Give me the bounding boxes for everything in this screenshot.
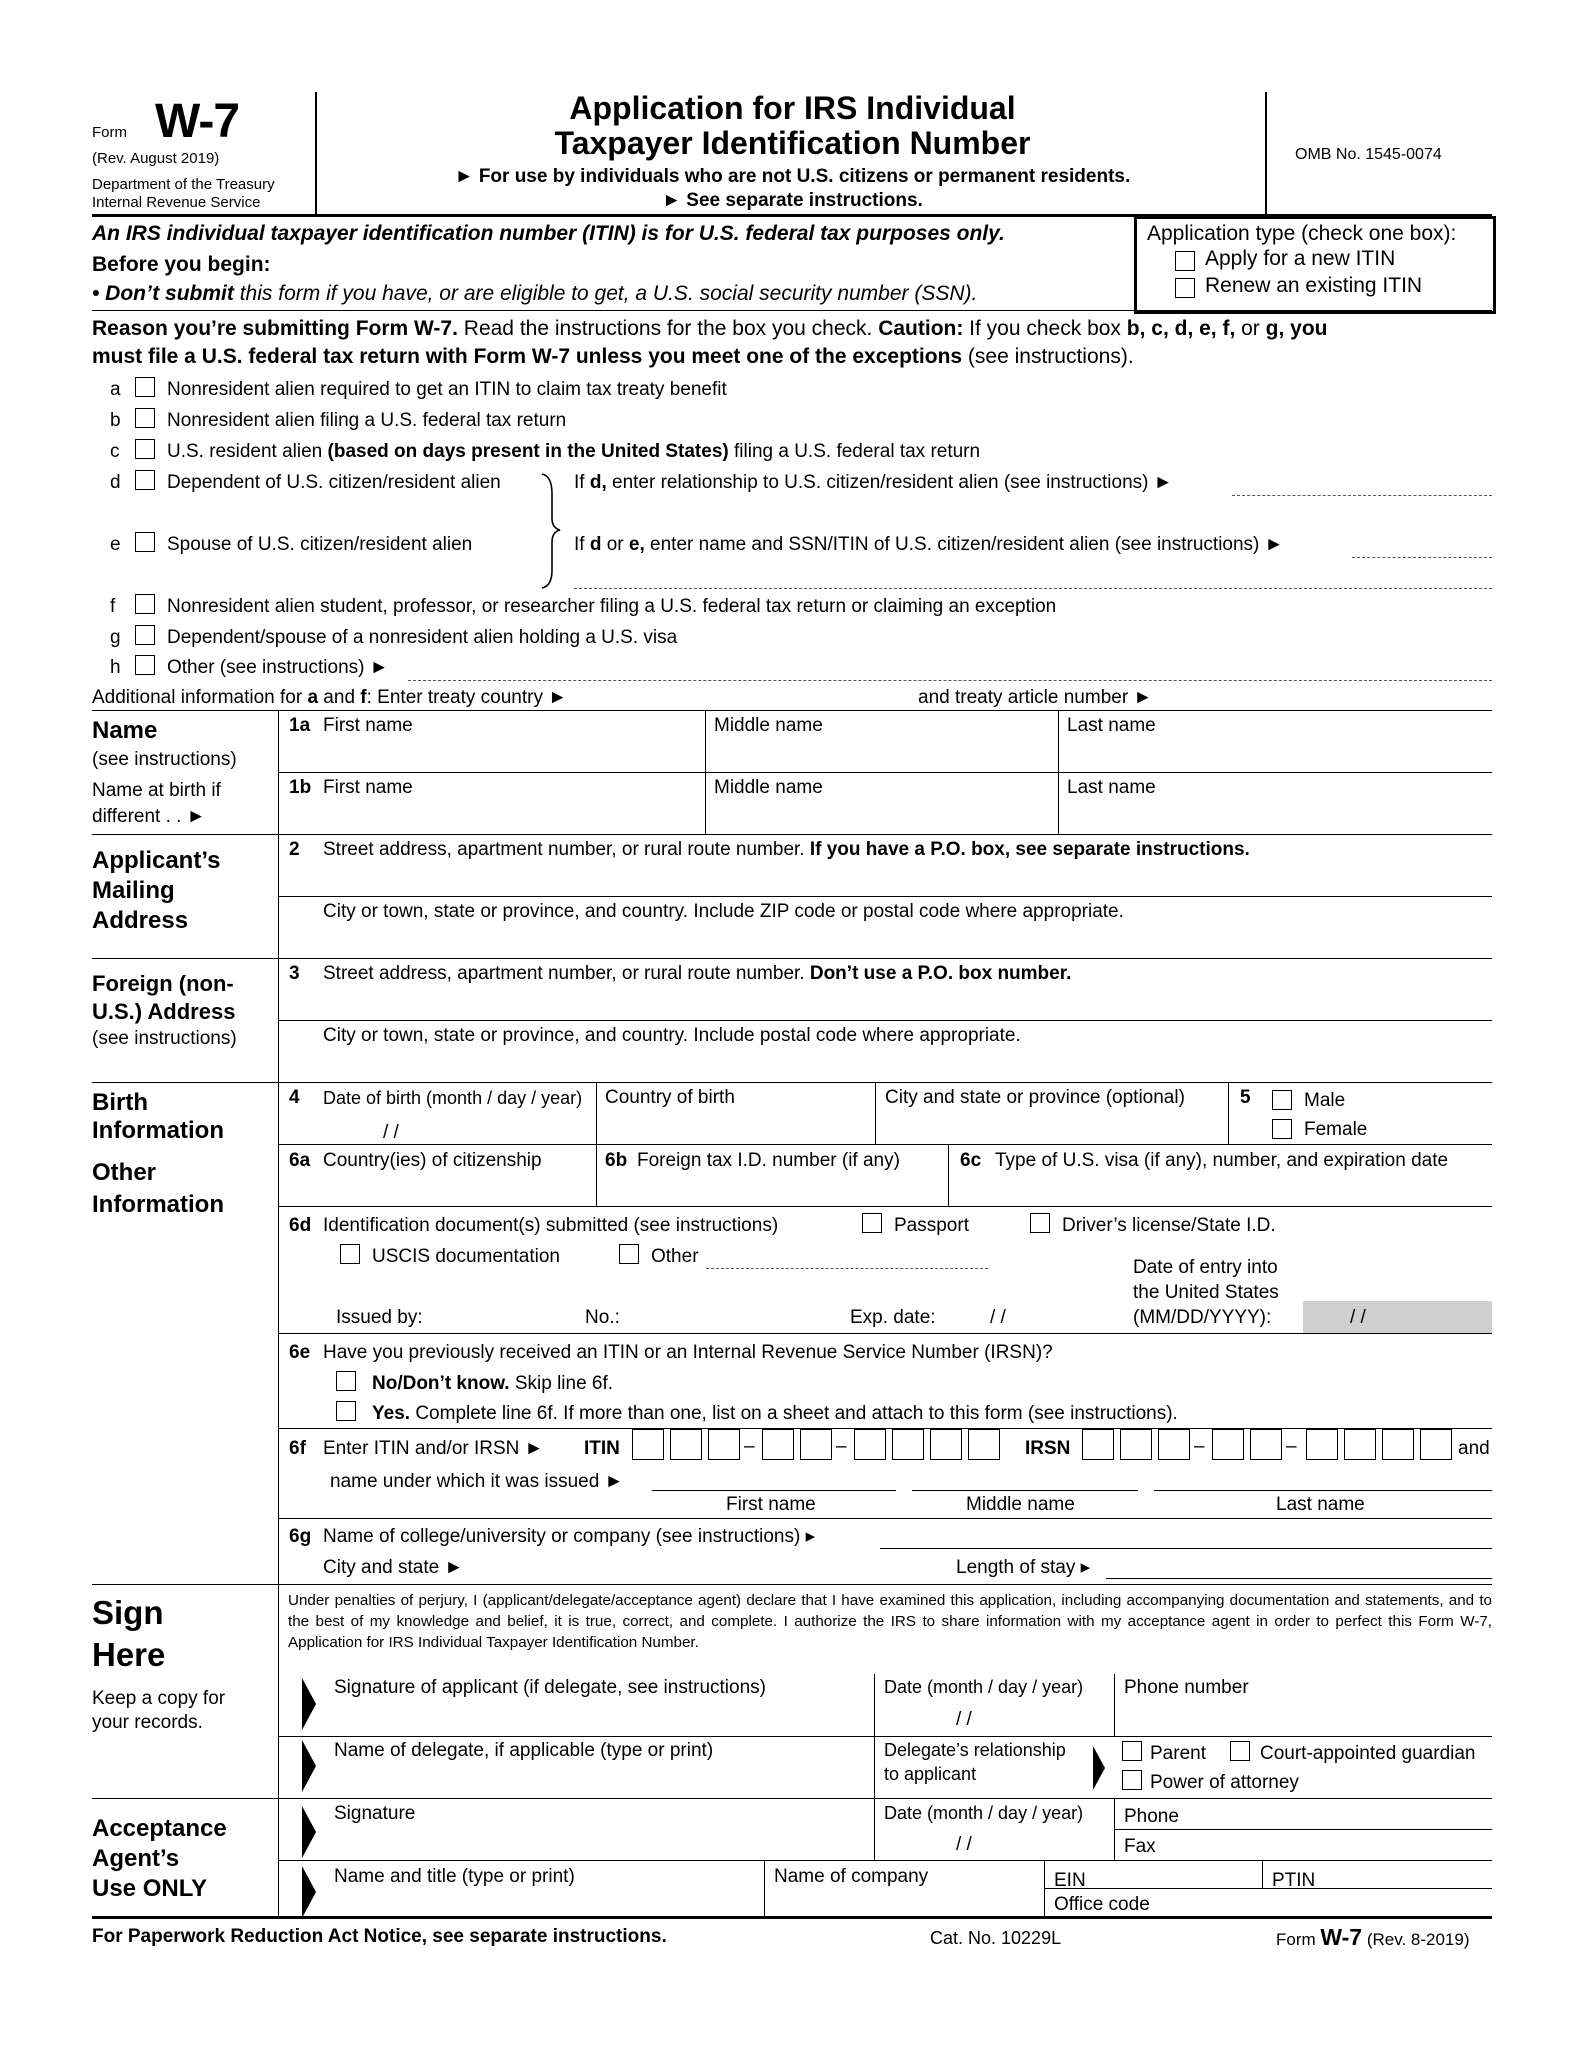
guardian-label: Court-appointed guardian [1260, 1743, 1476, 1764]
reason-h-letter: h [110, 657, 121, 678]
parent-label: Parent [1150, 1743, 1206, 1764]
footer-rule [92, 1916, 1492, 1919]
foreign-title-2: U.S.) Address [92, 999, 236, 1024]
name-at-birth-label: Name at birth if [92, 780, 221, 801]
line-1b-number: 1b [289, 777, 312, 798]
first-name-label: First name [323, 715, 413, 736]
foreign-city-label: City or town, state or province, and country. Include postal code where appropriate. [323, 1025, 1021, 1046]
omb-number: OMB No. 1545-0074 [1295, 146, 1442, 163]
keep-copy-1: Keep a copy for [92, 1688, 226, 1709]
name-row-rule [278, 772, 1492, 773]
reason-a-checkbox[interactable] [135, 377, 155, 397]
name-at-birth-label-2: different . . ► [92, 806, 206, 827]
form-subtitle-2: ► See separate instructions. [662, 190, 923, 211]
city-state-label: City and state ► [323, 1557, 464, 1578]
reason-c-checkbox[interactable] [135, 439, 155, 459]
treaty-article-label: and treaty article number ► [918, 687, 1153, 708]
department: Department of the Treasury [92, 176, 275, 193]
line-6b-number: 6b [605, 1150, 628, 1171]
other-divider-1 [948, 1144, 949, 1206]
other-reason-field[interactable] [408, 680, 1492, 681]
ein-ptin-rule [1044, 1888, 1492, 1889]
itin-digit-box[interactable] [800, 1429, 832, 1460]
agent-title-3: Use ONLY [92, 1875, 208, 1902]
yes-checkbox[interactable] [336, 1401, 356, 1421]
line-3-number: 3 [289, 963, 300, 984]
length-of-stay-label: Length of stay ▸ [956, 1557, 1091, 1578]
date-of-entry-label-3: (MM/DD/YYYY): [1133, 1307, 1272, 1328]
itin-digit-box[interactable] [854, 1429, 886, 1460]
line-6e-number: 6e [289, 1342, 311, 1363]
mailing-row-rule [278, 896, 1492, 897]
irsn-dash: – [1286, 1436, 1297, 1457]
phone-number-label[interactable]: Phone number [1124, 1677, 1249, 1698]
foreign-row-rule [278, 1020, 1492, 1021]
name-section-rule [92, 834, 1492, 835]
birth-divider-2 [875, 1082, 876, 1144]
office-code-label[interactable]: Office code [1054, 1894, 1150, 1915]
itin-digit-box[interactable] [670, 1429, 702, 1460]
irsn-digit-box[interactable] [1344, 1429, 1376, 1460]
relationship-label-1: Delegate’s relationship [884, 1740, 1066, 1760]
reason-b-label: Nonresident alien filing a U.S. federal tax return [167, 410, 567, 431]
guardian-checkbox[interactable] [1230, 1741, 1250, 1761]
birth-first-name-label: First name [323, 777, 413, 798]
line-1a-number: 1a [289, 715, 311, 736]
keep-copy-2: your records. [92, 1712, 203, 1733]
irsn-digit-box[interactable] [1082, 1429, 1114, 1460]
form-number: W-7 [155, 95, 240, 148]
birth-last-name-label: Last name [1067, 777, 1156, 798]
line-6d-number: 6d [289, 1215, 312, 1236]
mailing-street-label: Street address, apartment number, or rural route number. If you have a P.O. box, see separate instructions. [323, 839, 1250, 860]
header-divider-right [1265, 92, 1267, 214]
drivers-license-checkbox[interactable] [1030, 1213, 1050, 1233]
date-of-entry-field[interactable] [1303, 1301, 1492, 1333]
agent-signature-arrow-icon [302, 1806, 316, 1858]
application-type-label: Application type (check one box): [1147, 222, 1457, 245]
enter-itin-label: Enter ITIN and/or IRSN ► [323, 1438, 544, 1459]
agent-fax-label[interactable]: Fax [1124, 1836, 1156, 1857]
agent-title-1: Acceptance [92, 1815, 227, 1842]
reason-d-letter: d [110, 472, 121, 493]
reason-b-checkbox[interactable] [135, 408, 155, 428]
itin-purpose-note: An IRS individual taxpayer identification number (ITIN) is for U.S. federal tax purposes only. [92, 222, 1005, 245]
applicant-signature-label[interactable]: Signature of applicant (if delegate, see instructions) [334, 1677, 766, 1698]
foreign-tax-id-label: Foreign tax I.D. number (if any) [637, 1150, 900, 1171]
female-checkbox[interactable] [1272, 1119, 1292, 1139]
agent-signature-label[interactable]: Signature [334, 1803, 416, 1824]
line-6f-rule [278, 1518, 1492, 1519]
exp-date-label: Exp. date: [850, 1307, 936, 1328]
birth-title-2: Information [92, 1117, 224, 1144]
if-d-instruction: If d, enter relationship to U.S. citizen/resident alien (see instructions) ► [574, 472, 1173, 493]
reason-f-letter: f [110, 596, 116, 617]
reason-f-checkbox[interactable] [135, 594, 155, 614]
birth-section-rule [278, 1144, 1492, 1145]
no-dont-know-label: No/Don’t know. Skip line 6f. [372, 1373, 614, 1394]
reason-d-checkbox[interactable] [135, 470, 155, 490]
agent-phone-rule [1114, 1829, 1492, 1830]
agent-divider-3 [764, 1860, 765, 1916]
ptin-label[interactable]: PTIN [1272, 1870, 1316, 1891]
relationship-label-2: to applicant [884, 1764, 977, 1784]
uscis-checkbox[interactable] [340, 1244, 360, 1264]
header-divider-left [315, 92, 317, 214]
relationship-arrow-icon [1093, 1746, 1105, 1790]
uscis-label: USCIS documentation [372, 1246, 560, 1267]
sign-divider-2 [1114, 1674, 1115, 1736]
before-you-begin: Before you begin: [92, 253, 271, 276]
issued-middle-name-caption: Middle name [966, 1494, 1075, 1515]
reason-g-letter: g [110, 627, 121, 648]
date-of-entry-label-1: Date of entry into [1133, 1257, 1278, 1278]
sign-section-rule [92, 1798, 1492, 1799]
agent-title-2: Agent’s [92, 1845, 180, 1872]
last-name-label: Last name [1067, 715, 1156, 736]
itin-digit-box[interactable] [708, 1429, 740, 1460]
itin-digit-box[interactable] [930, 1429, 962, 1460]
female-label: Female [1304, 1119, 1368, 1140]
irsn-digit-box[interactable] [1306, 1429, 1338, 1460]
agent-divider-1 [874, 1798, 875, 1860]
citizen-name-ssn-field[interactable] [1352, 557, 1492, 558]
agency: Internal Revenue Service [92, 194, 261, 211]
doc-number-label: No.: [585, 1307, 620, 1328]
reason-e-label: Spouse of U.S. citizen/resident alien [167, 534, 473, 555]
other-title-2: Information [92, 1191, 224, 1218]
itin-digit-box[interactable] [892, 1429, 924, 1460]
renew-itin-checkbox[interactable] [1175, 278, 1195, 298]
form-label: Form [92, 124, 127, 141]
reason-e-checkbox[interactable] [135, 532, 155, 552]
mailing-city-label: City or town, state or province, and country. Include ZIP code or postal code where appropriate. [323, 901, 1124, 922]
mailing-title-3: Address [92, 907, 189, 934]
applicant-date-label: Date (month / day / year) [884, 1677, 1084, 1697]
birth-title-1: Birth [92, 1089, 148, 1116]
other-title-1: Other [92, 1159, 157, 1186]
college-field[interactable] [880, 1548, 1492, 1549]
renew-itin-label: Renew an existing ITIN [1205, 274, 1423, 297]
name-section-title: Name [92, 717, 158, 744]
reason-c-label: U.S. resident alien (based on days present in the United States) filing a U.S. federal tax return [167, 441, 981, 462]
yes-label: Yes. Complete line 6f. If more than one, list on a sheet and attach to this form (see instructions). [372, 1403, 1178, 1424]
form-subtitle-1: ► For use by individuals who are not U.S. citizens or permanent residents. [454, 166, 1131, 187]
line-5-number: 5 [1240, 1087, 1251, 1108]
itin-digit-box[interactable] [632, 1429, 664, 1460]
reason-d-label: Dependent of U.S. citizen/resident alien [167, 472, 501, 493]
apply-new-itin-label: Apply for a new ITIN [1205, 247, 1396, 270]
birth-divider-3 [1228, 1082, 1229, 1144]
itin-dash: – [836, 1436, 847, 1457]
itin-label: ITIN [584, 1438, 620, 1459]
other-doc-field[interactable] [706, 1268, 988, 1269]
irsn-digit-box[interactable] [1420, 1429, 1452, 1460]
previous-itin-question: Have you previously received an ITIN or an Internal Revenue Service Number (IRSN)? [323, 1342, 1053, 1363]
reason-g-checkbox[interactable] [135, 625, 155, 645]
itin-dash: – [744, 1436, 755, 1457]
reason-h-label: Other (see instructions) ► [167, 657, 389, 678]
drivers-license-label: Driver’s license/State I.D. [1062, 1215, 1276, 1236]
agent-row-rule [278, 1860, 1492, 1861]
and-label: and [1458, 1438, 1490, 1459]
power-of-attorney-checkbox[interactable] [1122, 1770, 1142, 1790]
line-6a-number: 6a [289, 1150, 311, 1171]
male-label: Male [1304, 1090, 1346, 1111]
reason-heading: Reason you’re submitting Form W-7. Read the instructions for the box you check. Caution: If you check box b, c, d, e, f, or g, you [92, 317, 1328, 340]
foreign-title-1: Foreign (non- [92, 971, 234, 996]
id-docs-rule [278, 1333, 1492, 1334]
sign-here-title-1: Sign [92, 1594, 164, 1631]
agent-date-field[interactable]: / / [956, 1834, 972, 1855]
reason-f-label: Nonresident alien student, professor, or researcher filing a U.S. federal tax return or claiming an exception [167, 596, 1057, 617]
irsn-label: IRSN [1025, 1438, 1071, 1459]
irsn-digit-box[interactable] [1120, 1429, 1152, 1460]
citizenship-label: Country(ies) of citizenship [323, 1150, 542, 1171]
reason-e-letter: e [110, 534, 121, 555]
mailing-title-1: Applicant’s [92, 847, 221, 874]
issued-last-name-field[interactable] [1154, 1490, 1492, 1491]
intro-rule [92, 310, 1492, 311]
footer-form-id: Form W-7 (Rev. 8-2019) [1276, 1924, 1470, 1950]
irsn-digit-box[interactable] [1158, 1429, 1190, 1460]
irsn-digit-box[interactable] [1212, 1429, 1244, 1460]
date-of-entry-label-2: the United States [1133, 1282, 1279, 1303]
length-of-stay-field[interactable] [1106, 1578, 1492, 1579]
ssn-bullet: • Don’t submit this form if you have, or are eligible to get, a U.S. social security number (SSN). [92, 282, 978, 305]
country-of-birth-label: Country of birth [605, 1087, 735, 1108]
foreign-see-instructions: (see instructions) [92, 1028, 237, 1049]
irsn-digit-box[interactable] [1382, 1429, 1414, 1460]
brace-icon [536, 470, 566, 590]
date-of-birth-label: Date of birth (month / day / year) [323, 1088, 583, 1108]
reason-g-label: Dependent/spouse of a nonresident alien holding a U.S. visa [167, 627, 678, 648]
no-dont-know-checkbox[interactable] [336, 1371, 356, 1391]
reason-a-label: Nonresident alien required to get an ITIN to claim tax treaty benefit [167, 379, 727, 400]
exp-date-field[interactable]: / / [990, 1307, 1006, 1328]
other-doc-label: Other [651, 1246, 699, 1267]
agent-date-label: Date (month / day / year) [884, 1803, 1084, 1823]
agent-divider-5 [1262, 1860, 1263, 1888]
mailing-title-2: Mailing [92, 877, 175, 904]
line-6g-number: 6g [289, 1526, 312, 1547]
name-see-instructions: (see instructions) [92, 749, 237, 770]
delegate-arrow-icon [302, 1740, 316, 1792]
line-4-number: 4 [289, 1087, 300, 1108]
if-d-or-e-instruction: If d or e, enter name and SSN/ITIN of U.S. citizen/resident alien (see instructions) ► [574, 534, 1284, 555]
form-title-line2: Taxpayer Identification Number [554, 125, 1031, 161]
date-of-entry-slashes: / / [1350, 1307, 1366, 1328]
name-issued-label: name under which it was issued ► [330, 1471, 624, 1492]
relationship-field[interactable] [1232, 495, 1492, 496]
date-of-birth-field[interactable]: / / [383, 1122, 399, 1143]
sign-here-title-2: Here [92, 1636, 166, 1673]
additional-info-rule [92, 710, 1492, 711]
reason-b-letter: b [110, 410, 121, 431]
foreign-section-rule [92, 1082, 1492, 1083]
issued-first-name-caption: First name [726, 1494, 816, 1515]
middle-name-label: Middle name [714, 715, 823, 736]
birth-middle-name-label: Middle name [714, 777, 823, 798]
agent-name-arrow-icon [302, 1866, 316, 1918]
delegate-name-label[interactable]: Name of delegate, if applicable (type or print) [334, 1740, 714, 1761]
citizen-name-ssn-field-2[interactable] [574, 588, 1492, 589]
apply-new-itin-checkbox[interactable] [1175, 251, 1195, 271]
paperwork-notice: For Paperwork Reduction Act Notice, see separate instructions. [92, 1926, 667, 1947]
issued-middle-name-field[interactable] [912, 1490, 1138, 1491]
irsn-dash: – [1194, 1436, 1205, 1457]
line-2-number: 2 [289, 839, 300, 860]
foreign-street-label: Street address, apartment number, or rural route number. Don’t use a P.O. box number. [323, 963, 1072, 984]
agent-phone-label[interactable]: Phone [1124, 1806, 1179, 1827]
ein-label[interactable]: EIN [1054, 1870, 1086, 1891]
power-of-attorney-label: Power of attorney [1150, 1772, 1299, 1793]
reason-h-checkbox[interactable] [135, 655, 155, 675]
other-section-rule [92, 1584, 1492, 1585]
revision-date: (Rev. August 2019) [92, 150, 220, 167]
issued-by-label: Issued by: [336, 1307, 423, 1328]
form-title-line1: Application for IRS Individual [569, 90, 1016, 126]
parent-checkbox[interactable] [1122, 1741, 1142, 1761]
birth-city-label: City and state or province (optional) [885, 1087, 1185, 1108]
signature-arrow-icon [302, 1678, 316, 1730]
reason-caution: must file a U.S. federal tax return with Form W-7 unless you meet one of the exceptions (see instructions). [92, 345, 1134, 368]
male-checkbox[interactable] [1272, 1090, 1292, 1110]
applicant-date-field[interactable]: / / [956, 1709, 972, 1730]
line-6c-number: 6c [960, 1150, 982, 1171]
irsn-digit-box[interactable] [1250, 1429, 1282, 1460]
visa-label: Type of U.S. visa (if any), number, and expiration date [995, 1150, 1449, 1171]
issued-last-name-caption: Last name [1276, 1494, 1365, 1515]
additional-info-label: Additional information for a and f: Enter treaty country ► [92, 687, 568, 708]
other-row-rule [278, 1206, 1492, 1207]
itin-digit-box[interactable] [762, 1429, 794, 1460]
issued-first-name-field[interactable] [652, 1490, 896, 1491]
other-doc-checkbox[interactable] [619, 1244, 639, 1264]
passport-label: Passport [894, 1215, 969, 1236]
reason-c-letter: c [110, 441, 120, 462]
id-docs-label: Identification document(s) submitted (see instructions) [323, 1215, 779, 1236]
agent-name-title-label[interactable]: Name and title (type or print) [334, 1866, 575, 1887]
company-name-label[interactable]: Name of company [774, 1866, 929, 1887]
sign-row-rule [278, 1736, 1492, 1737]
line-6f-number: 6f [289, 1438, 306, 1459]
mailing-section-rule [92, 958, 1492, 959]
perjury-statement: Under penalties of perjury, I (applicant/delegate/acceptance agent) declare that I have examined this application, including accompanying documentation and statements, and to the best of my knowledge and belief, it is true, correct, and complete. I authorize the IRS to share information with my acceptance agent in order to perfect this Form W-7, Application for IRS Individual Taxpayer Identification Number. [288, 1592, 1492, 1651]
college-label: Name of college/university or company (see instructions) ▸ [323, 1526, 816, 1547]
catalog-number: Cat. No. 10229L [930, 1928, 1062, 1948]
passport-checkbox[interactable] [862, 1213, 882, 1233]
reason-a-letter: a [110, 379, 121, 400]
itin-digit-box[interactable] [968, 1429, 1000, 1460]
